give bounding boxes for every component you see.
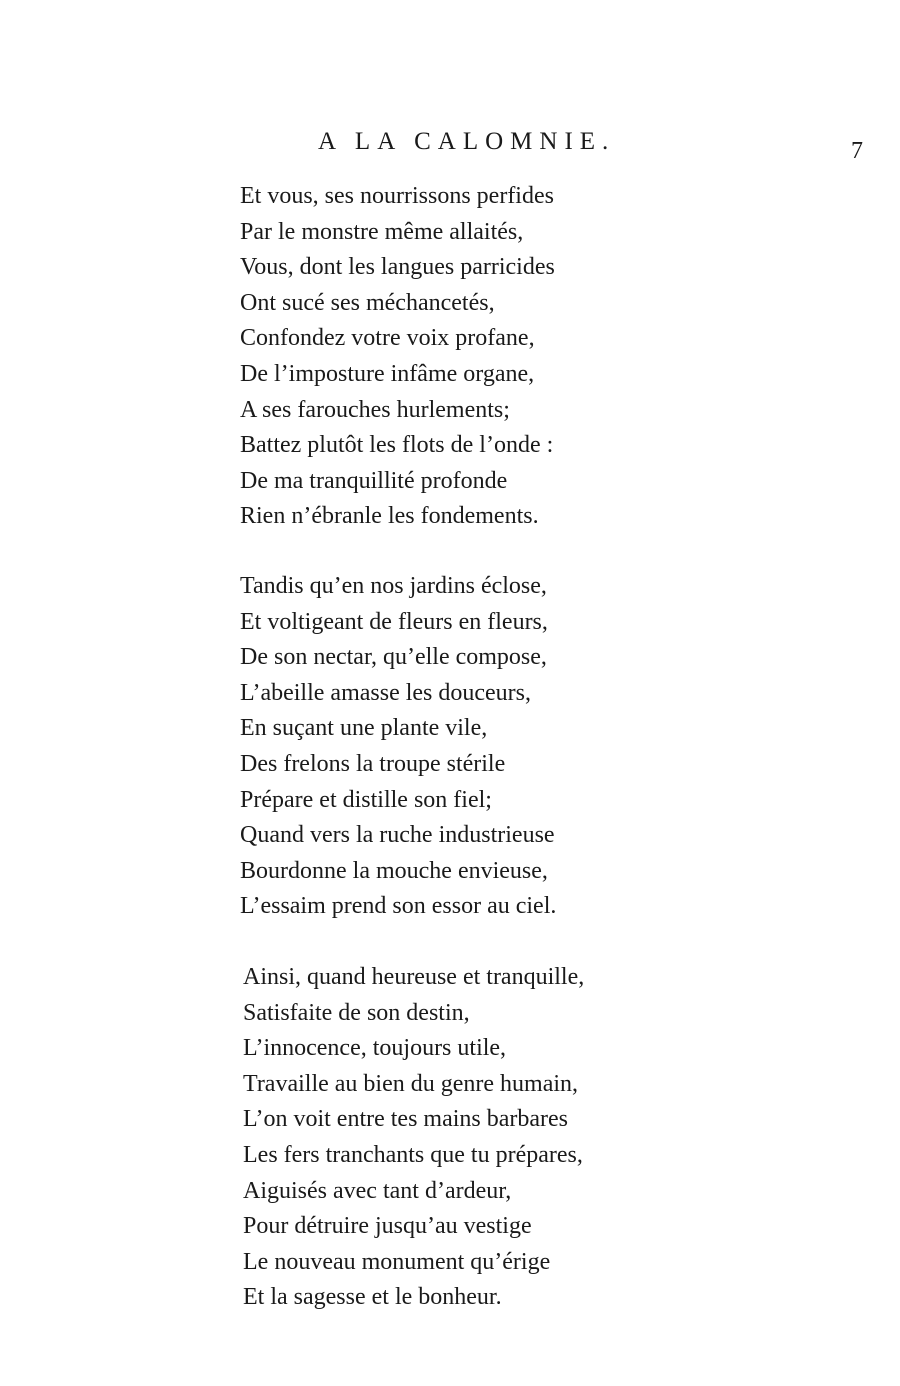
verse-line: Bourdonne la mouche envieuse,	[240, 857, 548, 884]
running-title: A LA CALOMNIE.	[318, 128, 616, 155]
verse-line: A ses farouches hurlements;	[240, 396, 510, 423]
verse-line: De ma tranquillité profonde	[240, 467, 508, 494]
verse-line: Quand vers la ruche industrieuse	[240, 822, 555, 849]
verse-line: L’abeille amasse les douceurs,	[240, 679, 532, 706]
verse-line: Prépare et distille son fiel;	[240, 786, 492, 813]
verse-line: Rien n’ébranle les fondements.	[240, 503, 539, 530]
page-number: 7	[851, 138, 863, 164]
stanza-1	[240, 179, 555, 535]
verse-line: L’on voit entre tes mains barbares	[243, 1106, 569, 1133]
stanza-3	[243, 960, 584, 1316]
verse-line: Ainsi, quand heureuse et tranquille,	[243, 964, 585, 990]
verse-line: Confondez votre voix profane,	[240, 325, 535, 352]
verse-line: Et la sagesse et le bonheur.	[243, 1284, 502, 1311]
verse-line: Satisfaite de son destin,	[243, 999, 470, 1026]
verse-line: Ont sucé ses méchancetés,	[240, 289, 495, 316]
verse-line: L’innocence, toujours utile,	[243, 1035, 507, 1062]
verse-line: De son nectar, qu’elle compose,	[240, 644, 547, 671]
verse-line: Tandis qu’en nos jardins éclose,	[240, 573, 547, 599]
stanza-2	[240, 569, 556, 925]
verse-line: Et vous, ses nourrissons perfides	[240, 183, 554, 209]
verse-line: L’essaim prend son essor au ciel.	[240, 893, 557, 920]
verse-line: Vous, dont les langues parricides	[240, 254, 555, 281]
verse-line: Par le monstre même allaités,	[240, 218, 524, 245]
verse-line: Pour détruire jusqu’au vestige	[243, 1213, 532, 1240]
verse-line: Aiguisés avec tant d’ardeur,	[243, 1177, 512, 1204]
verse-line: De l’imposture infâme organe,	[240, 360, 535, 387]
verse-line: Les fers tranchants que tu prépares,	[243, 1141, 583, 1168]
verse-line: Des frelons la troupe stérile	[240, 750, 506, 777]
verse-line: Travaille au bien du genre humain,	[243, 1070, 579, 1097]
verse-line: En suçant une plante vile,	[240, 715, 488, 742]
verse-line: Le nouveau monument qu’érige	[243, 1248, 551, 1275]
verse-line: Et voltigeant de fleurs en fleurs,	[240, 608, 548, 635]
verse-line: Battez plutôt les flots de l’onde :	[240, 432, 554, 459]
